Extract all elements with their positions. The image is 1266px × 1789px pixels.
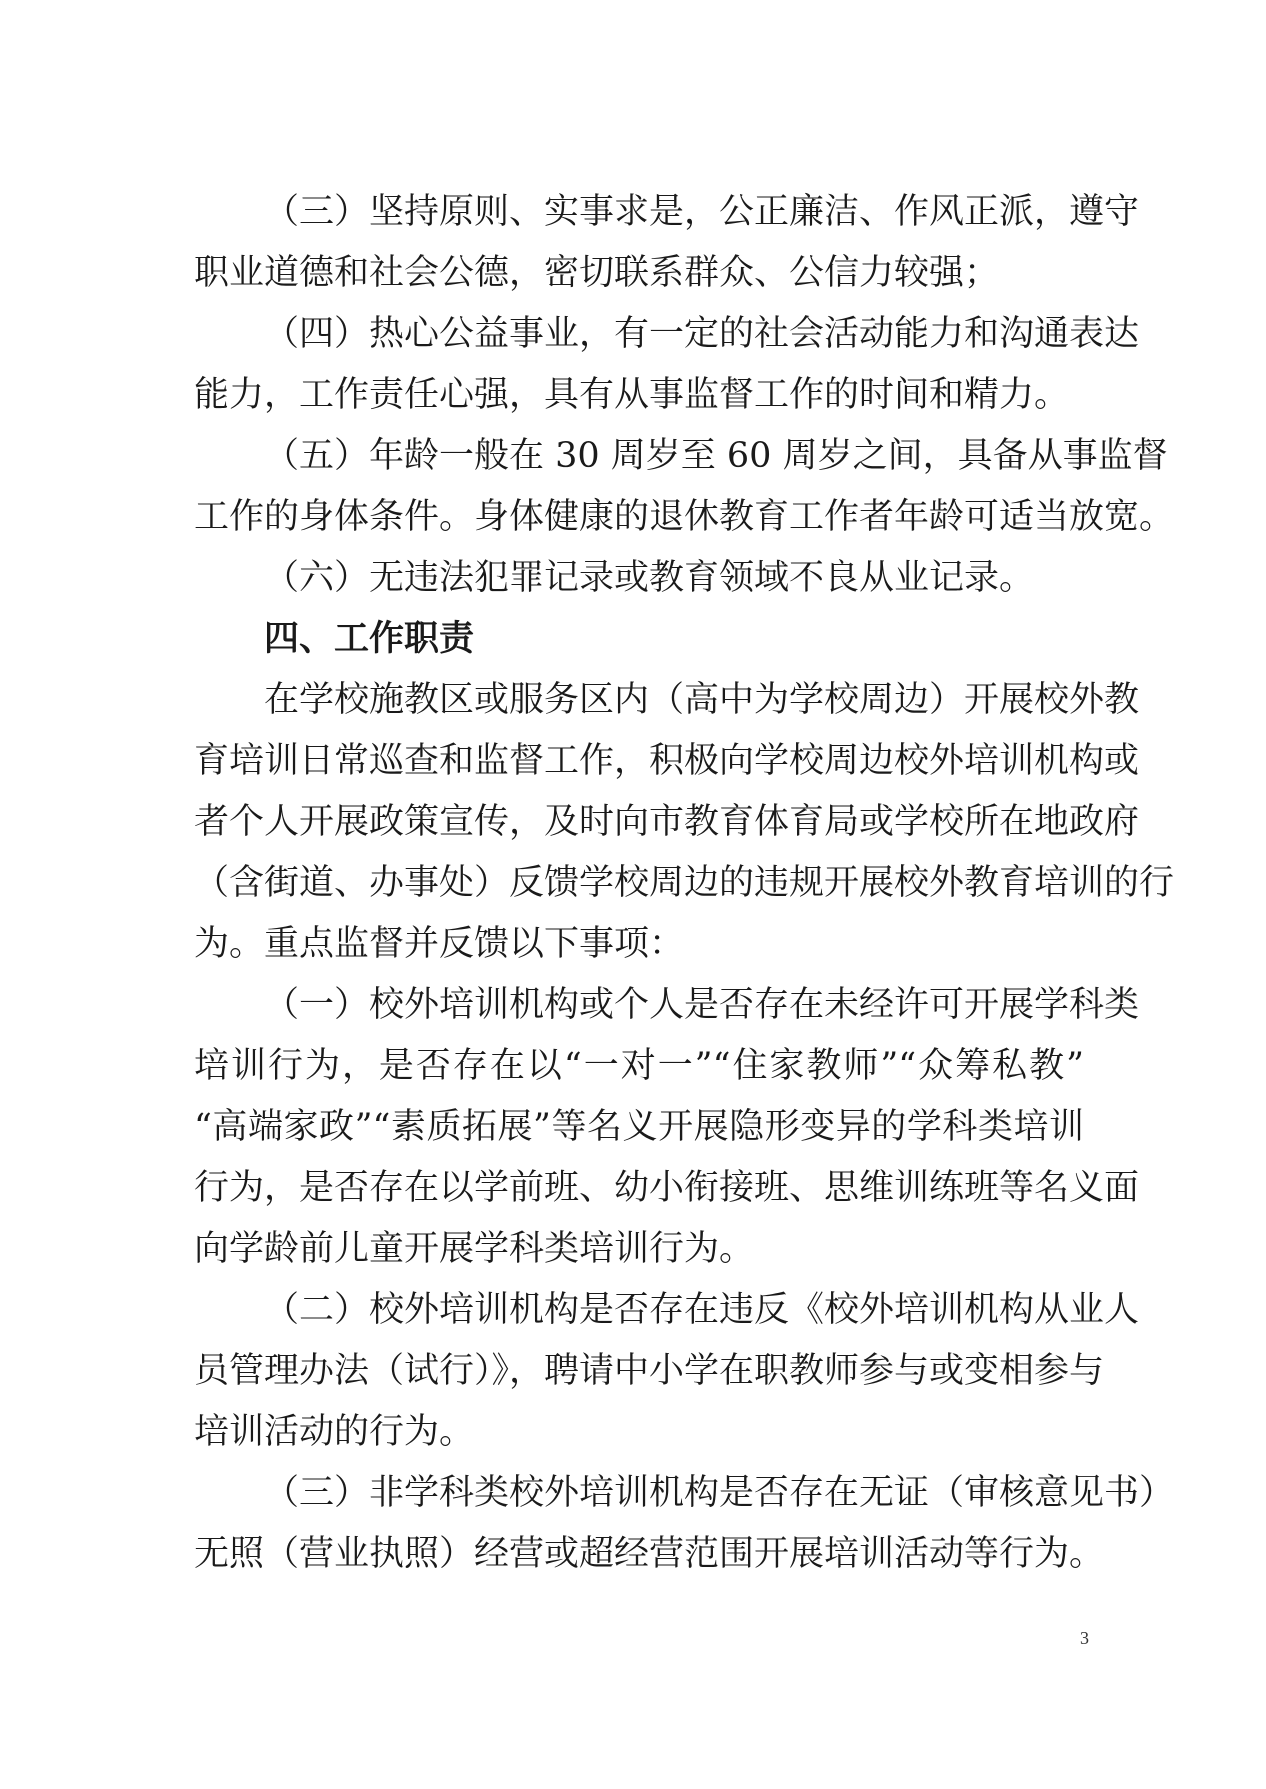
item-1-line-1: （一）校外培训机构或个人是否存在未经许可开展学科类	[264, 985, 1140, 1025]
paragraph-5-line-1: （五）年龄一般在 30 周岁至 60 周岁之间，具备从事监督	[264, 436, 1168, 476]
document-body	[194, 182, 1175, 1585]
item-1-line-3: “高端家政”“素质拓展”等名义开展隐形变异的学科类培训	[194, 1107, 1084, 1147]
paragraph-3-line-2: 职业道德和社会公德，密切联系群众、公信力较强；	[194, 253, 1000, 293]
item-2-line-1: （二）校外培训机构是否存在违反《校外培训机构从业人	[264, 1290, 1140, 1330]
paragraph-6-line-1: （六）无违法犯罪记录或教育领域不良从业记录。	[264, 558, 1035, 598]
section-heading: 四、工作职责	[264, 619, 475, 659]
item-2-line-3: 培训活动的行为。	[194, 1412, 475, 1452]
item-3-line-1: （三）非学科类校外培训机构是否存在无证（审核意见书）	[264, 1473, 1175, 1513]
paragraph-4-line-2: 能力，工作责任心强，具有从事监督工作的时间和精力。	[194, 375, 1070, 415]
item-1-line-5: 向学龄前儿童开展学科类培训行为。	[194, 1229, 755, 1269]
paragraph-4-line-1: （四）热心公益事业，有一定的社会活动能力和沟通表达	[264, 314, 1140, 354]
duties-intro-line-5: 为。重点监督并反馈以下事项：	[194, 924, 685, 964]
item-1-line-2: 培训行为，是否存在以“一对一”“住家教师”“众筹私教”	[194, 1046, 1084, 1086]
item-2-line-2: 员管理办法（试行）》，聘请中小学在职教师参与或变相参与	[194, 1351, 1105, 1391]
duties-intro-line-2: 育培训日常巡查和监督工作，积极向学校周边校外培训机构或	[194, 741, 1140, 781]
duties-intro-line-3: 者个人开展政策宣传，及时向市教育体育局或学校所在地政府	[194, 802, 1140, 842]
page-number: 3	[1080, 1628, 1089, 1648]
item-3-line-2: 无照（营业执照）经营或超经营范围开展培训活动等行为。	[194, 1534, 1105, 1574]
duties-intro-line-4: （含街道、办事处）反馈学校周边的违规开展校外教育培训的行	[194, 863, 1175, 903]
paragraph-5-line-2: 工作的身体条件。身体健康的退休教育工作者年龄可适当放宽。	[194, 497, 1175, 537]
item-1-line-4: 行为，是否存在以学前班、幼小衔接班、思维训练班等名义面	[194, 1168, 1140, 1208]
duties-intro-line-1: 在学校施教区或服务区内（高中为学校周边）开展校外教	[264, 680, 1140, 720]
paragraph-3-line-1: （三）坚持原则、实事求是，公正廉洁、作风正派，遵守	[264, 192, 1140, 232]
